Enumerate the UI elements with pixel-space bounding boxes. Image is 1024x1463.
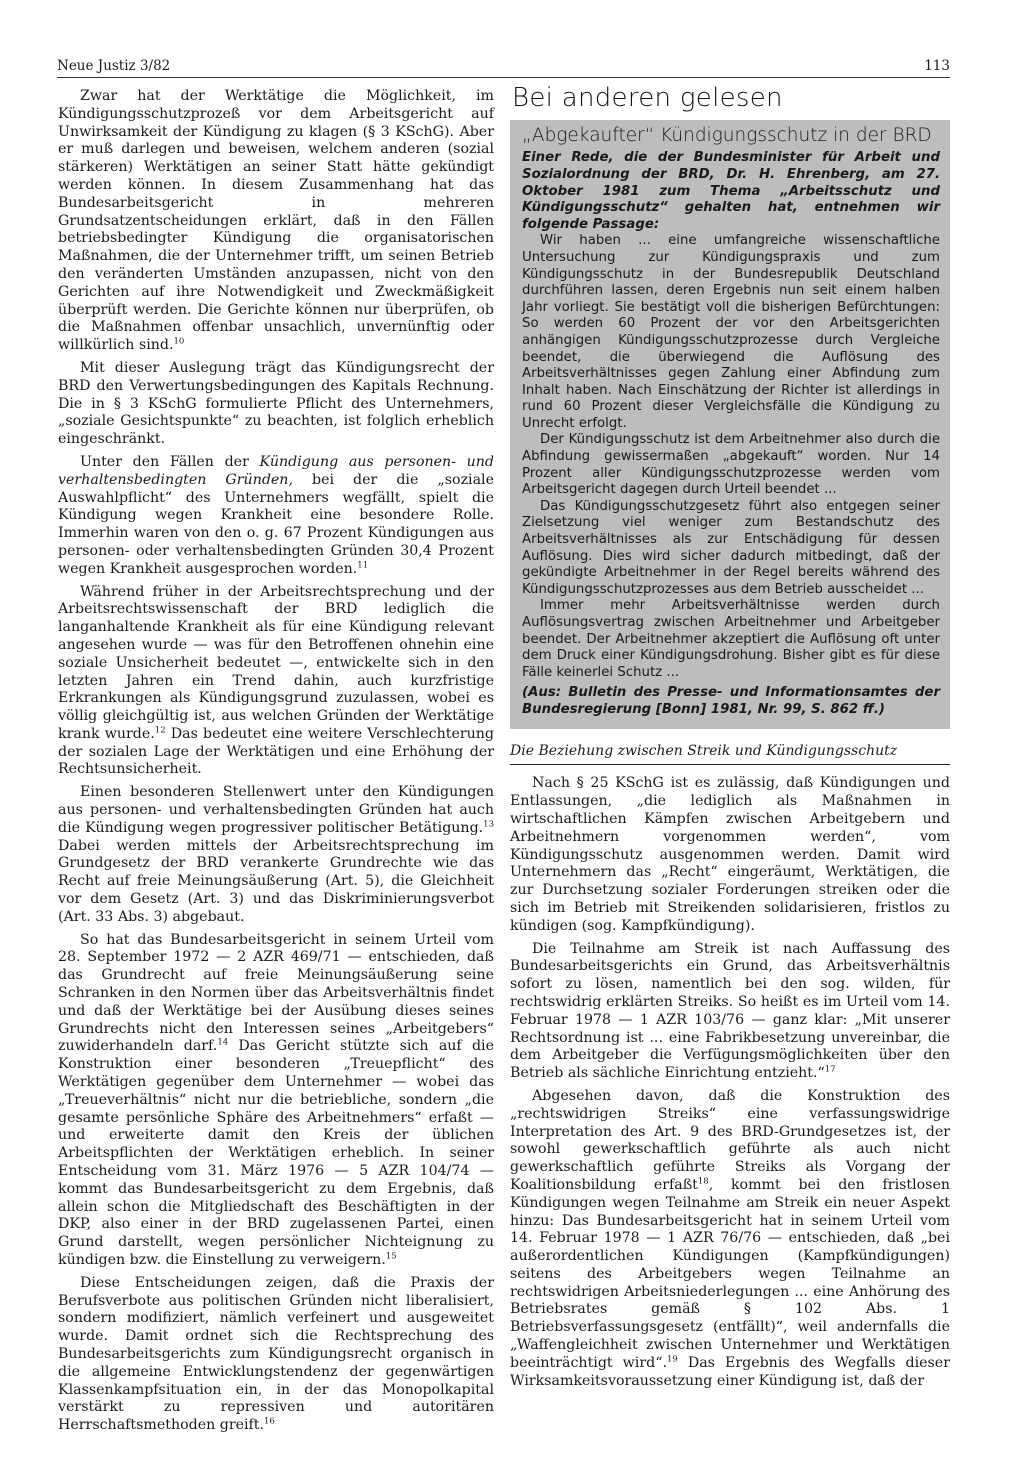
paragraph: So hat das Bundesarbeitsgericht in seinem Urteil vom 28. September 1972 — 2 AZR 469/71 — entschieden, daß das Grundrecht auf freie Meinungsäußerung seine Schranken in den Normen über das Arbeitsverhältnis findet und daß der Werktätige bei der Ausübung dieses seines Grundrechts nicht den Interessen seines „Arbeitgebers“ zuwiderhandeln darf.$^{14}$ Das Gericht stützte sich auf die Konstruktion einer besonderen „Treuepflicht“ des Werktätigen gegenüber dem Unternehmer — wobei das „Treueverhältnis“ nicht nur die betriebliche, sondern „die gesamte persönliche Sphäre des Arbeitnehmers“ erfaßt — und erweiterte damit den Kreis der üblichen Arbeitspflichten der Werktätigen erheblich. In seiner Entscheidung vom 31. März 1976 — 5 AZR 104/74 — kommt das Bundesarbeitsgericht zu dem Ergebnis, daß allein schon die Mitgliedschaft des Beschäftigten in der DKP, also einer in der BRD zugelassenen Partei, einen Grund darstellt, wegen persönlicher Nichteignung zu kündigen bzw. die Einstellung zu verweigern.$^{15}$ [58,931,494,1268]
paragraph: Nach § 25 KSchG ist es zulässig, daß Kündigungen und Entlassungen, „die lediglich als Maßnahmen in wirtschaftlichen Kämpfen zwischen Arbeitgebern und Arbeitnehmern vorgenommen werden“, vom Kündigungsschutz ausgenommen werden. Damit wird Unternehmern das „Recht“ eingeräumt, Werktätigen, die zur Durchsetzung sozialer Forderungen streiken oder die sich im Betrieb mit Streikenden solidarisieren, fristlos zu kündigen (sog. Kampfkündigung). [510,775,950,934]
page-number: 113 [924,58,950,74]
quote-intro: Einer Rede, die der Bundesminister für Arbeit und Sozialordnung der BRD, Dr. H. Ehrenberg, am 27. Oktober 1981 zum Thema „Arbeitsschutz und Kündigungsschutz“ gehalten hat, entnehmen wir folgende Passage: [522,150,940,232]
quote-paragraph: Der Kündigungsschutz ist dem Arbeitnehmer also durch die Abfindung gewissermaßen „abgekauft“ worden. Nur 14 Prozent aller Kündigungsschutzprozesse werden vom Arbeitsgericht dagegen durch Urteil beendet ... [522,432,940,498]
paragraph: Einen besonderen Stellenwert unter den Kündigungen aus personen- und verhaltensbedingten Gründen hat auch die Kündigung wegen progressiver politischer Betätigung.$^{13}$ Dabei werden mittels der Arbeitsrechtsprechung im Grundgesetz der BRD verankerte Grundrechte wie das Recht auf freie Meinungsäußerung (Art. 5), die Gleichheit vor dem Gesetz (Art. 3) und das Diskriminierungsverbot (Art. 33 Abs. 3) abgebaut. [58,784,494,925]
footnote-ref: 12 [154,725,166,736]
footnote-ref: 13 [483,819,494,830]
footnote-ref: 11 [357,559,369,570]
quote-box [510,120,950,729]
footnote-ref: 15 [385,1251,397,1262]
paragraph: Abgesehen davon, daß die Konstruktion des „rechtswidrigen Streiks“ eine verfassungswidrige Interpretation des Art. 9 des BRD-Grundgesetzes ist, der sowohl gewerkschaftlich geführte als auch nicht gewerkschaftlich geführte Streiks als Vorgang der Koalitionsbildung erfaßt$^{18}$, kommt bei den fristlosen Kündigungen wegen Teilnahme am Streik ein neuer Aspekt hinzu: Das Bundesarbeitsgericht hat in seinem Urteil vom 14. Februar 1978 — 1 AZR 76/76 — entschieden, daß „bei außerordentlichen Kündigungen (Kampfkündigungen) seitens des Arbeitgebers wegen Teilnahme an rechtswidrigen Arbeitsniederlegungen ... eine Anhörung des Betriebsrates gemäß § 102 Abs. 1 Betriebsverfassungsgesetz (entfällt)“, weil andernfalls die „Waffengleichheit zwischen Unternehmer und Werktätigen beeinträchtigt wird“.$^{19}$ Das Ergebnis des Wegfalls dieser Wirksamkeitsvoraussetzung einer Kündigung ist, daß der [510,1087,950,1389]
footnote-ref: 16 [264,1416,275,1427]
quote-paragraph: Das Kündigungsschutzgesetz führt also entgegen seiner Zielsetzung viel weniger zum Bestandschutz des Arbeitsverhältnisses als zur Entschädigung für dessen Auflösung. Dies wird sicher dadurch mitbedingt, daß der gekündigte Arbeitnehmer in der Regel bereits während des Kündigungsschutzprozesses aus dem Betrieb ausscheidet ... [522,498,940,597]
paragraph: Diese Entscheidungen zeigen, daß die Praxis der Berufsverbote aus politischen Gründen nicht liberalisiert, sondern modifiziert, nämlich verfeinert und ausgeweitet wurde. Damit ordnet sich die Rechtsprechung des Bundesarbeitsgerichts zum Kündigungsrecht organisch in die allgemeine Entwicklungstendenz der gegenwärtigen Klassenkampfsituation ein, in der das Monopolkapital verstärkt zu repressiven und autoritären Herrschaftsmethoden greift.$^{16}$ [58,1274,494,1434]
footnote-ref: 19 [666,1354,678,1365]
right-column [510,83,950,1395]
paragraph: Mit dieser Auslegung trägt das Kündigungsrecht der BRD den Verwertungsbedingungen des Kapitals Rechnung. Die in § 3 KSchG formulierte Pflicht des Unternehmers, „soziale Gesichtspunkte“ zu beachten, ist folglich erheblich eingeschränkt. [58,359,494,448]
footnote-ref: 17 [824,1064,836,1075]
footnote-ref: 10 [173,336,185,347]
header-rule [57,77,950,78]
paragraph: Die Teilnahme am Streik ist nach Auffassung des Bundesarbeitsgerichts ein Grund, das Arbeitsverhältnis sofort zu lösen, namentlich bei den sog. wilden, für rechtswidrig erklärten Streiks. So heißt es im Urteil vom 14. Februar 1978 — 1 AZR 103/76 — ganz klar: „Mit unserer Rechtsordnung ist ... eine Fabrikbesetzung unvereinbar, die dem Arbeitgeber die Verfügungsmöglichkeiten über den Betrieb als sächliche Einrichtung entzieht.“$^{17}$ [510,940,950,1082]
footnote-ref: 14 [217,1037,229,1048]
paragraph: Während früher in der Arbeitsrechtsprechung und der Arbeitsrechtswissenschaft der BRD lediglich die langanhaltende Krankheit als für eine Kündigung relevant angesehen wurde — was für den Betroffenen ohnehin eine soziale Unsicherheit bedeutet —, entwickelte sich in den letzten Jahren ein Trend dahin, auch kurzfristige Erkrankungen als Kündigungsgrund zuzulassen, wobei es völlig gleichgültig ist, aus welchen Gründen der Werktätige krank wurde.$^{12}$ Das bedeutet eine weitere Verschlechterung der sozialen Lage der Werktätigen und eine Erhöhung der Rechtsunsicherheit. [58,583,494,778]
left-column [58,88,494,1440]
subheading: Die Beziehung zwischen Streik und Kündigungsschutz [510,743,950,766]
section-title: Bei anderen gelesen [512,83,783,113]
emphasis: Kündigung aus personen- und verhaltensbedingten Gründen, [58,453,494,488]
quote-paragraph: Wir haben ... eine umfangreiche wissenschaftliche Untersuchung zur Kündigungspraxis und zum Kündigungsschutz in der Bundesrepublik Deutschland durchführen lassen, deren Ergebnis nun seit einem halben Jahr vorliegt. Sie bestätigt voll die bisherigen Befürchtungen: So werden 60 Prozent der vor den Arbeitsgerichten anhängigen Kündigungsschutzprozesse durch Vergleiche beendet, die überwiegend die Auflösung des Arbeitsverhältnisses gegen Zahlung einer Abfindung zum Inhalt haben. Nach Einschätzung der Richter ist allerdings in rund 60 Prozent dieser Vergleichsfälle die Kündigung zu Unrecht erfolgt. [522,233,940,431]
running-head: Neue Justiz 3/82 [57,58,171,74]
footnote-ref: 18 [697,1176,709,1187]
quote-paragraph: Immer mehr Arbeitsverhältnisse werden durch Auflösungsvertrag zwischen Arbeitnehmer und Arbeitgeber beendet. Der Arbeitnehmer akzeptiert die Auflösung oft unter dem Druck einer Kündigungsdrohung. Bisher gibt es für diese Fälle keinerlei Schutz ... [522,598,940,680]
quote-source: (Aus: Bulletin des Presse- und Informationsamtes der Bundesregierung [Bonn] 1981, Nr. 99, S. 862 ff.) [522,685,940,717]
paragraph: Unter den Fällen der Kündigung aus personen- und verhaltensbedingten Gründen, bei der die „soziale Auswahlpflicht“ des Unternehmers wegfällt, spielt die Kündigung wegen Krankheit eine besondere Rolle. Immerhin waren von den o. g. 67 Prozent Kündigungen aus personen- oder verhaltensbedingten Gründen 30,4 Prozent wegen Krankheit ausgesprochen worden.$^{11}$ [58,453,494,577]
paragraph: Zwar hat der Werktätige die Möglichkeit, im Kündigungsschutzprozeß vor dem Arbeitsgericht auf Unwirksamkeit der Kündigung zu klagen (§ 3 KSchG). Aber er muß darlegen und beweisen, welchem anderen (sozial stärkeren) Werktätigen an seiner Statt hätte gekündigt werden können. In diesem Zusammenhang hat das Bundesarbeitsgericht in mehreren Grundsatzentscheidungen erklärt, daß in den Fällen betriebsbedingter Kündigung die organisatorischen Maßnahmen, die der Unternehmer trifft, um seinen Betrieb den veränderten Umständen anzupassen, nicht von den Gerichten auf ihre Notwendigkeit und Zweckmäßigkeit überprüft werden. Die Gerichte können nur überprüfen, ob die Maßnahmen offenbar unsachlich, unvernünftig oder willkürlich sind.$^{10}$ [58,88,494,354]
quote-box-title: „Abgekaufter“ Kündigungsschutz in der BRD [522,124,932,146]
